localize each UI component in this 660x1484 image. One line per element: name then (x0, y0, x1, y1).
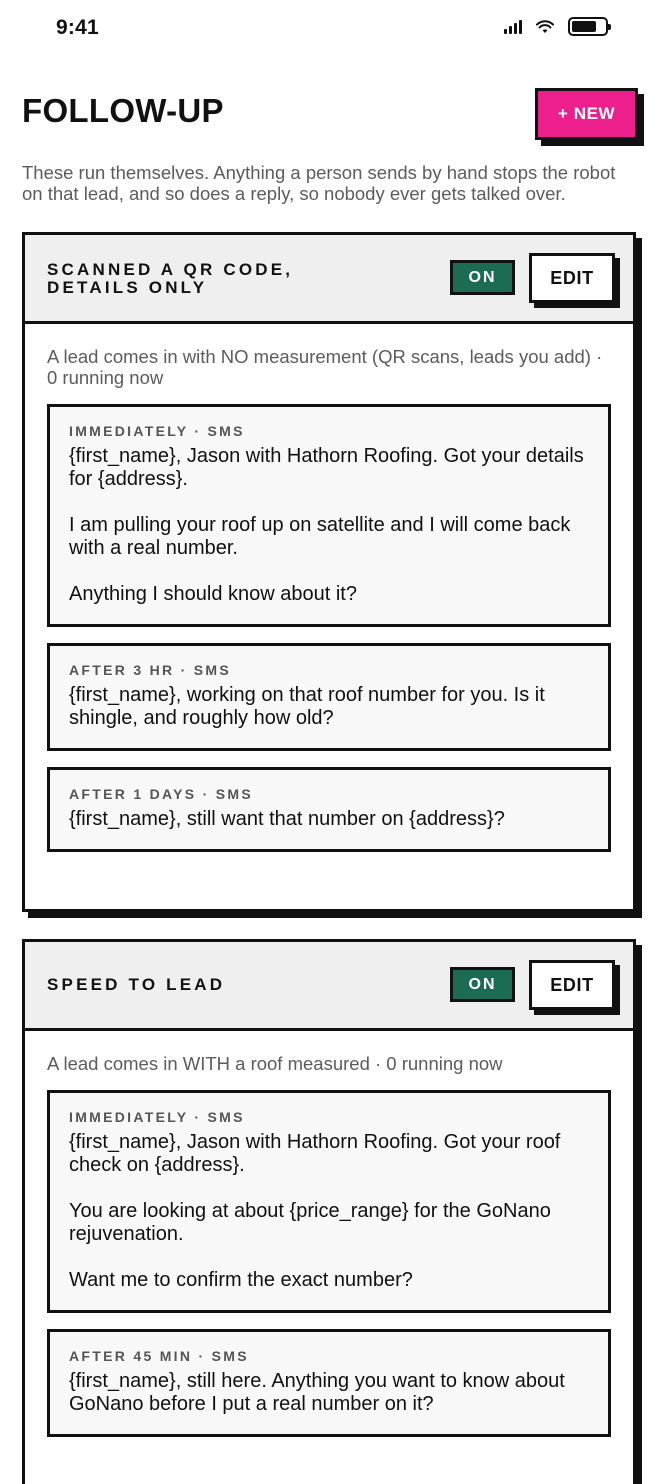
sequence-title-line: SPEED TO LEAD (47, 975, 226, 994)
sequence-card (22, 232, 636, 912)
sequence-card-header (25, 235, 633, 324)
step-timing: AFTER 45 MIN · SMS (69, 1348, 249, 1364)
sequence-step[interactable] (47, 1090, 611, 1313)
status-bar (0, 0, 660, 56)
sequence-on-toggle[interactable]: ON (450, 260, 515, 295)
page-title: FOLLOW-UP (22, 92, 224, 129)
sequence-description: A lead comes in WITH a roof measured · 0 running now (47, 1053, 503, 1074)
step-timing: IMMEDIATELY · SMS (69, 1109, 245, 1125)
edit-sequence-button[interactable]: EDIT (529, 253, 615, 303)
sequence-step[interactable] (47, 404, 611, 627)
cellular-signal-icon (504, 19, 522, 34)
sequence-step[interactable] (47, 1329, 611, 1437)
edit-sequence-button[interactable]: EDIT (529, 960, 615, 1010)
step-message-line: {first_name}, still want that number on {address}? (69, 808, 505, 830)
step-message-line: Anything I should know about it? (69, 583, 357, 605)
status-icons (504, 17, 608, 36)
step-timing: AFTER 3 HR · SMS (69, 662, 232, 678)
sequence-card-header (25, 942, 633, 1031)
sequence-step[interactable] (47, 643, 611, 751)
step-timing: IMMEDIATELY · SMS (69, 423, 245, 439)
sequence-title-line: DETAILS ONLY (47, 278, 208, 297)
step-message-line: I am pulling your roof up on satellite and I will come back with a real number. (69, 514, 571, 559)
sequence-description: A lead comes in with NO measurement (QR scans, leads you add) · 0 running now (47, 346, 603, 388)
sequence-card (22, 939, 636, 1484)
wifi-icon (536, 20, 554, 34)
step-message-line: {first_name}, working on that roof number for you. Is it shingle, and roughly how old? (69, 684, 545, 729)
step-message-line: {first_name}, Jason with Hathorn Roofing. Got your roof check on {address}. (69, 1131, 561, 1176)
battery-icon (568, 17, 608, 36)
sequence-title (47, 976, 225, 994)
step-message-line: Want me to confirm the exact number? (69, 1269, 413, 1291)
new-sequence-button[interactable]: + NEW (535, 88, 638, 140)
step-message-line: {first_name}, Jason with Hathorn Roofing. Got your details for {address}. (69, 445, 584, 490)
page-header (0, 56, 660, 156)
status-time: 9:41 (56, 16, 99, 39)
step-message-line: {first_name}, still here. Anything you want to know about GoNano before I put a real number on it? (69, 1370, 565, 1415)
step-message-line: You are looking at about {price_range} for the GoNano rejuvenation. (69, 1200, 551, 1245)
sequence-on-toggle[interactable]: ON (450, 967, 515, 1002)
sequence-step[interactable] (47, 767, 611, 852)
sequence-title-line: SCANNED A QR CODE, (47, 260, 294, 279)
sequence-title (47, 261, 293, 297)
intro-text: These run themselves. Anything a person sends by hand stops the robot on that lead, and so does a reply, so nobody ever gets talked over. (22, 162, 616, 204)
step-timing: AFTER 1 DAYS · SMS (69, 786, 254, 802)
